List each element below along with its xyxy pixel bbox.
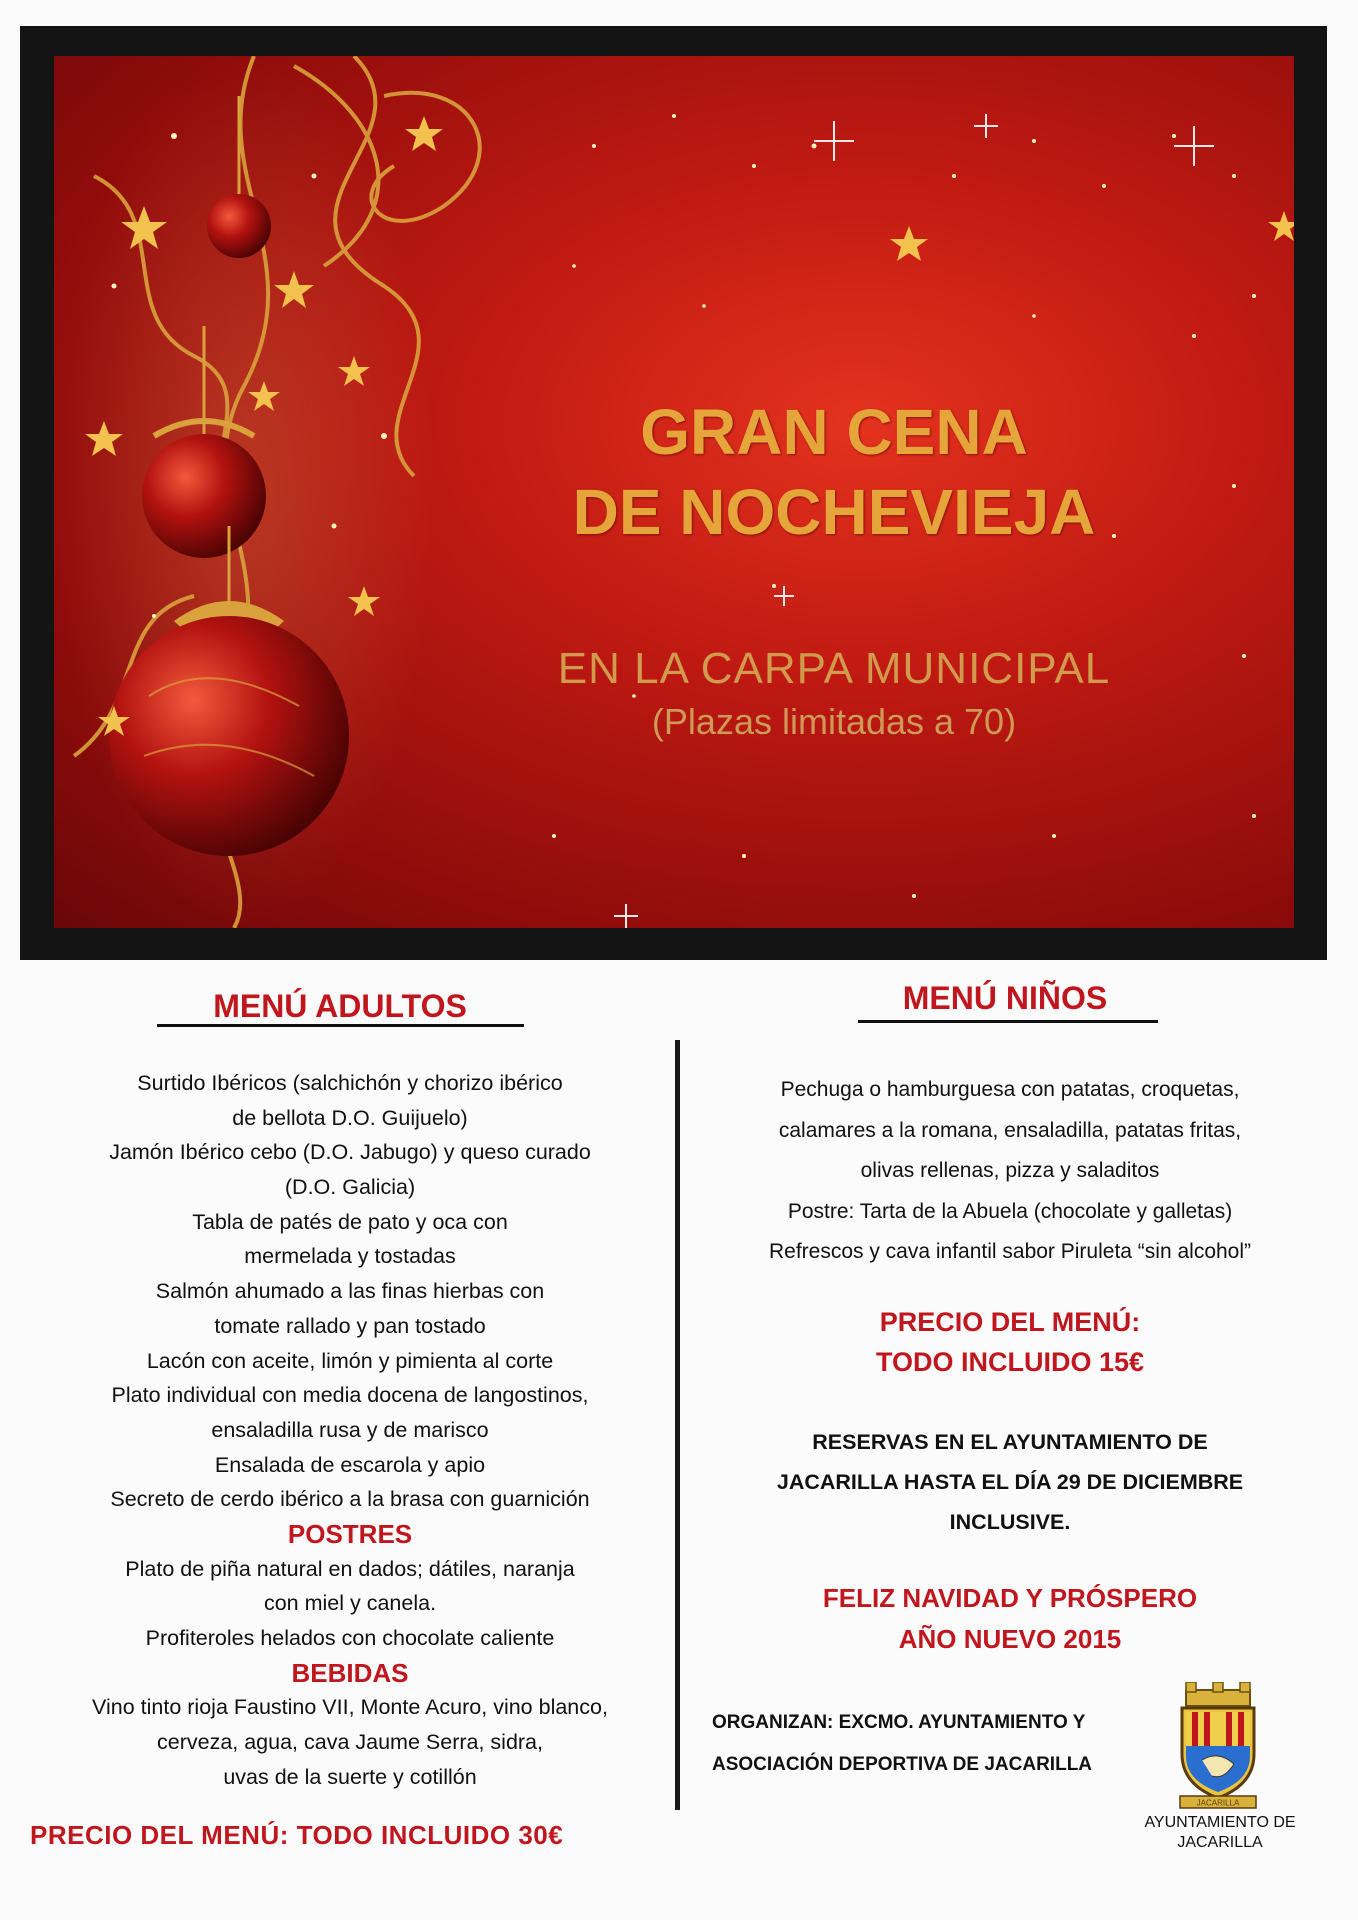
menu-item: Profiteroles helados con chocolate caliente [145,1626,555,1650]
menu-item: (D.O. Galicia) [284,1175,416,1200]
kids-price-line1: PRECIO DEL MENÚ: [879,1307,1141,1337]
organizers [712,1702,1092,1786]
menu-item: cerveza, agua, cava Jaume Serra, sidra, [157,1730,543,1755]
menu-item: ensaladilla rusa y de marisco [211,1417,489,1442]
menu-item: Surtido Ibéricos (salchichón y chorizo ibérico [137,1071,563,1095]
adult-menu-list [30,1066,670,1794]
menu-item: Lacón con aceite, limón y pimienta al corte [146,1348,554,1373]
adult-menu-heading: MENÚ ADULTOS [213,988,467,1024]
christmas-banner [20,26,1327,960]
menu-item: uvas de la suerte y cotillón [223,1764,477,1789]
event-capacity: (Plazas limitadas a 70) [651,701,1017,742]
banner-background [54,56,1294,928]
reservations-line1: RESERVAS EN EL AYUNTAMIENTO DE [812,1430,1208,1454]
menu-item: calamares a la romana, ensaladilla, patatas fritas, [778,1118,1242,1142]
menu-item: mermelada y tostadas [244,1244,456,1269]
desserts-heading: POSTRES [287,1518,413,1549]
kids-menu-price [700,1302,1320,1382]
menu-item: Postre: Tarta de la Abuela (chocolate y galletas) [787,1199,1233,1223]
menu-item: Refrescos y cava infantil sabor Piruleta “sin alcohol” [768,1240,1252,1263]
event-title-line1: GRAN CENA [640,396,1028,468]
kids-heading-underline [858,1020,1158,1023]
menu-item: Pechuga o hamburguesa con patatas, croquetas, [780,1078,1240,1101]
logo-caption-line1: AYUNTAMIENTO DE [1144,1814,1296,1831]
menu-item: Plato individual con media docena de langostinos, [111,1383,589,1408]
logo-ribbon-text: JACARILLA [1196,1798,1240,1808]
menu-item: de bellota D.O. Guijuelo) [232,1105,468,1130]
event-venue: EN LA CARPA MUNICIPAL [557,644,1111,693]
organizers-line2: ASOCIACIÓN DEPORTIVA DE JACARILLA [712,1754,1093,1775]
kids-menu-heading: MENÚ NIÑOS [902,980,1108,1016]
kids-menu-list [700,1070,1320,1273]
menu-item: Jamón Ibérico cebo (D.O. Jabugo) y queso curado [109,1140,591,1165]
reservations-info [700,1422,1320,1542]
greeting-line1: FELIZ NAVIDAD Y PRÓSPERO [822,1583,1198,1613]
menu-item: Vino tinto rioja Faustino VII, Monte Acuro, vino blanco, [92,1695,608,1720]
adult-menu-price: PRECIO DEL MENÚ: TODO INCLUIDO 30€ [30,1820,564,1850]
menu-item: Plato de piña natural en dados; dátiles, naranja [125,1556,575,1581]
logo-caption [1120,1813,1320,1853]
menu-item: tomate rallado y pan tostado [214,1313,486,1338]
menu-item: olivas rellenas, pizza y saladitos [860,1159,1160,1182]
holiday-greeting [700,1578,1320,1660]
drinks-heading: BEBIDAS [291,1657,409,1688]
event-title-line2: DE NOCHEVIEJA [572,476,1096,548]
menu-item: con miel y canela. [263,1591,437,1616]
column-divider [675,1040,680,1810]
adult-heading-underline [157,1024,524,1027]
logo-caption-line2: JACARILLA [1177,1834,1263,1851]
menu-item: Ensalada de escarola y apio [214,1452,486,1477]
reservations-line2: JACARILLA HASTA EL DÍA 29 DE DICIEMBRE [776,1470,1244,1494]
organizers-line1: ORGANIZAN: EXCMO. AYUNTAMIENTO Y [712,1712,1086,1733]
menu-item: Tabla de patés de pato y oca con [192,1209,508,1234]
kids-price-line2: TODO INCLUIDO 15€ [875,1347,1145,1377]
greeting-line2: AÑO NUEVO 2015 [898,1624,1122,1654]
menu-item: Salmón ahumado a las finas hierbas con [155,1279,545,1304]
jacarilla-coat-of-arms-logo [1172,1682,1264,1812]
reservations-line3: INCLUSIVE. [949,1510,1071,1534]
menu-item: Secreto de cerdo ibérico a la brasa con guarnición [110,1487,590,1512]
